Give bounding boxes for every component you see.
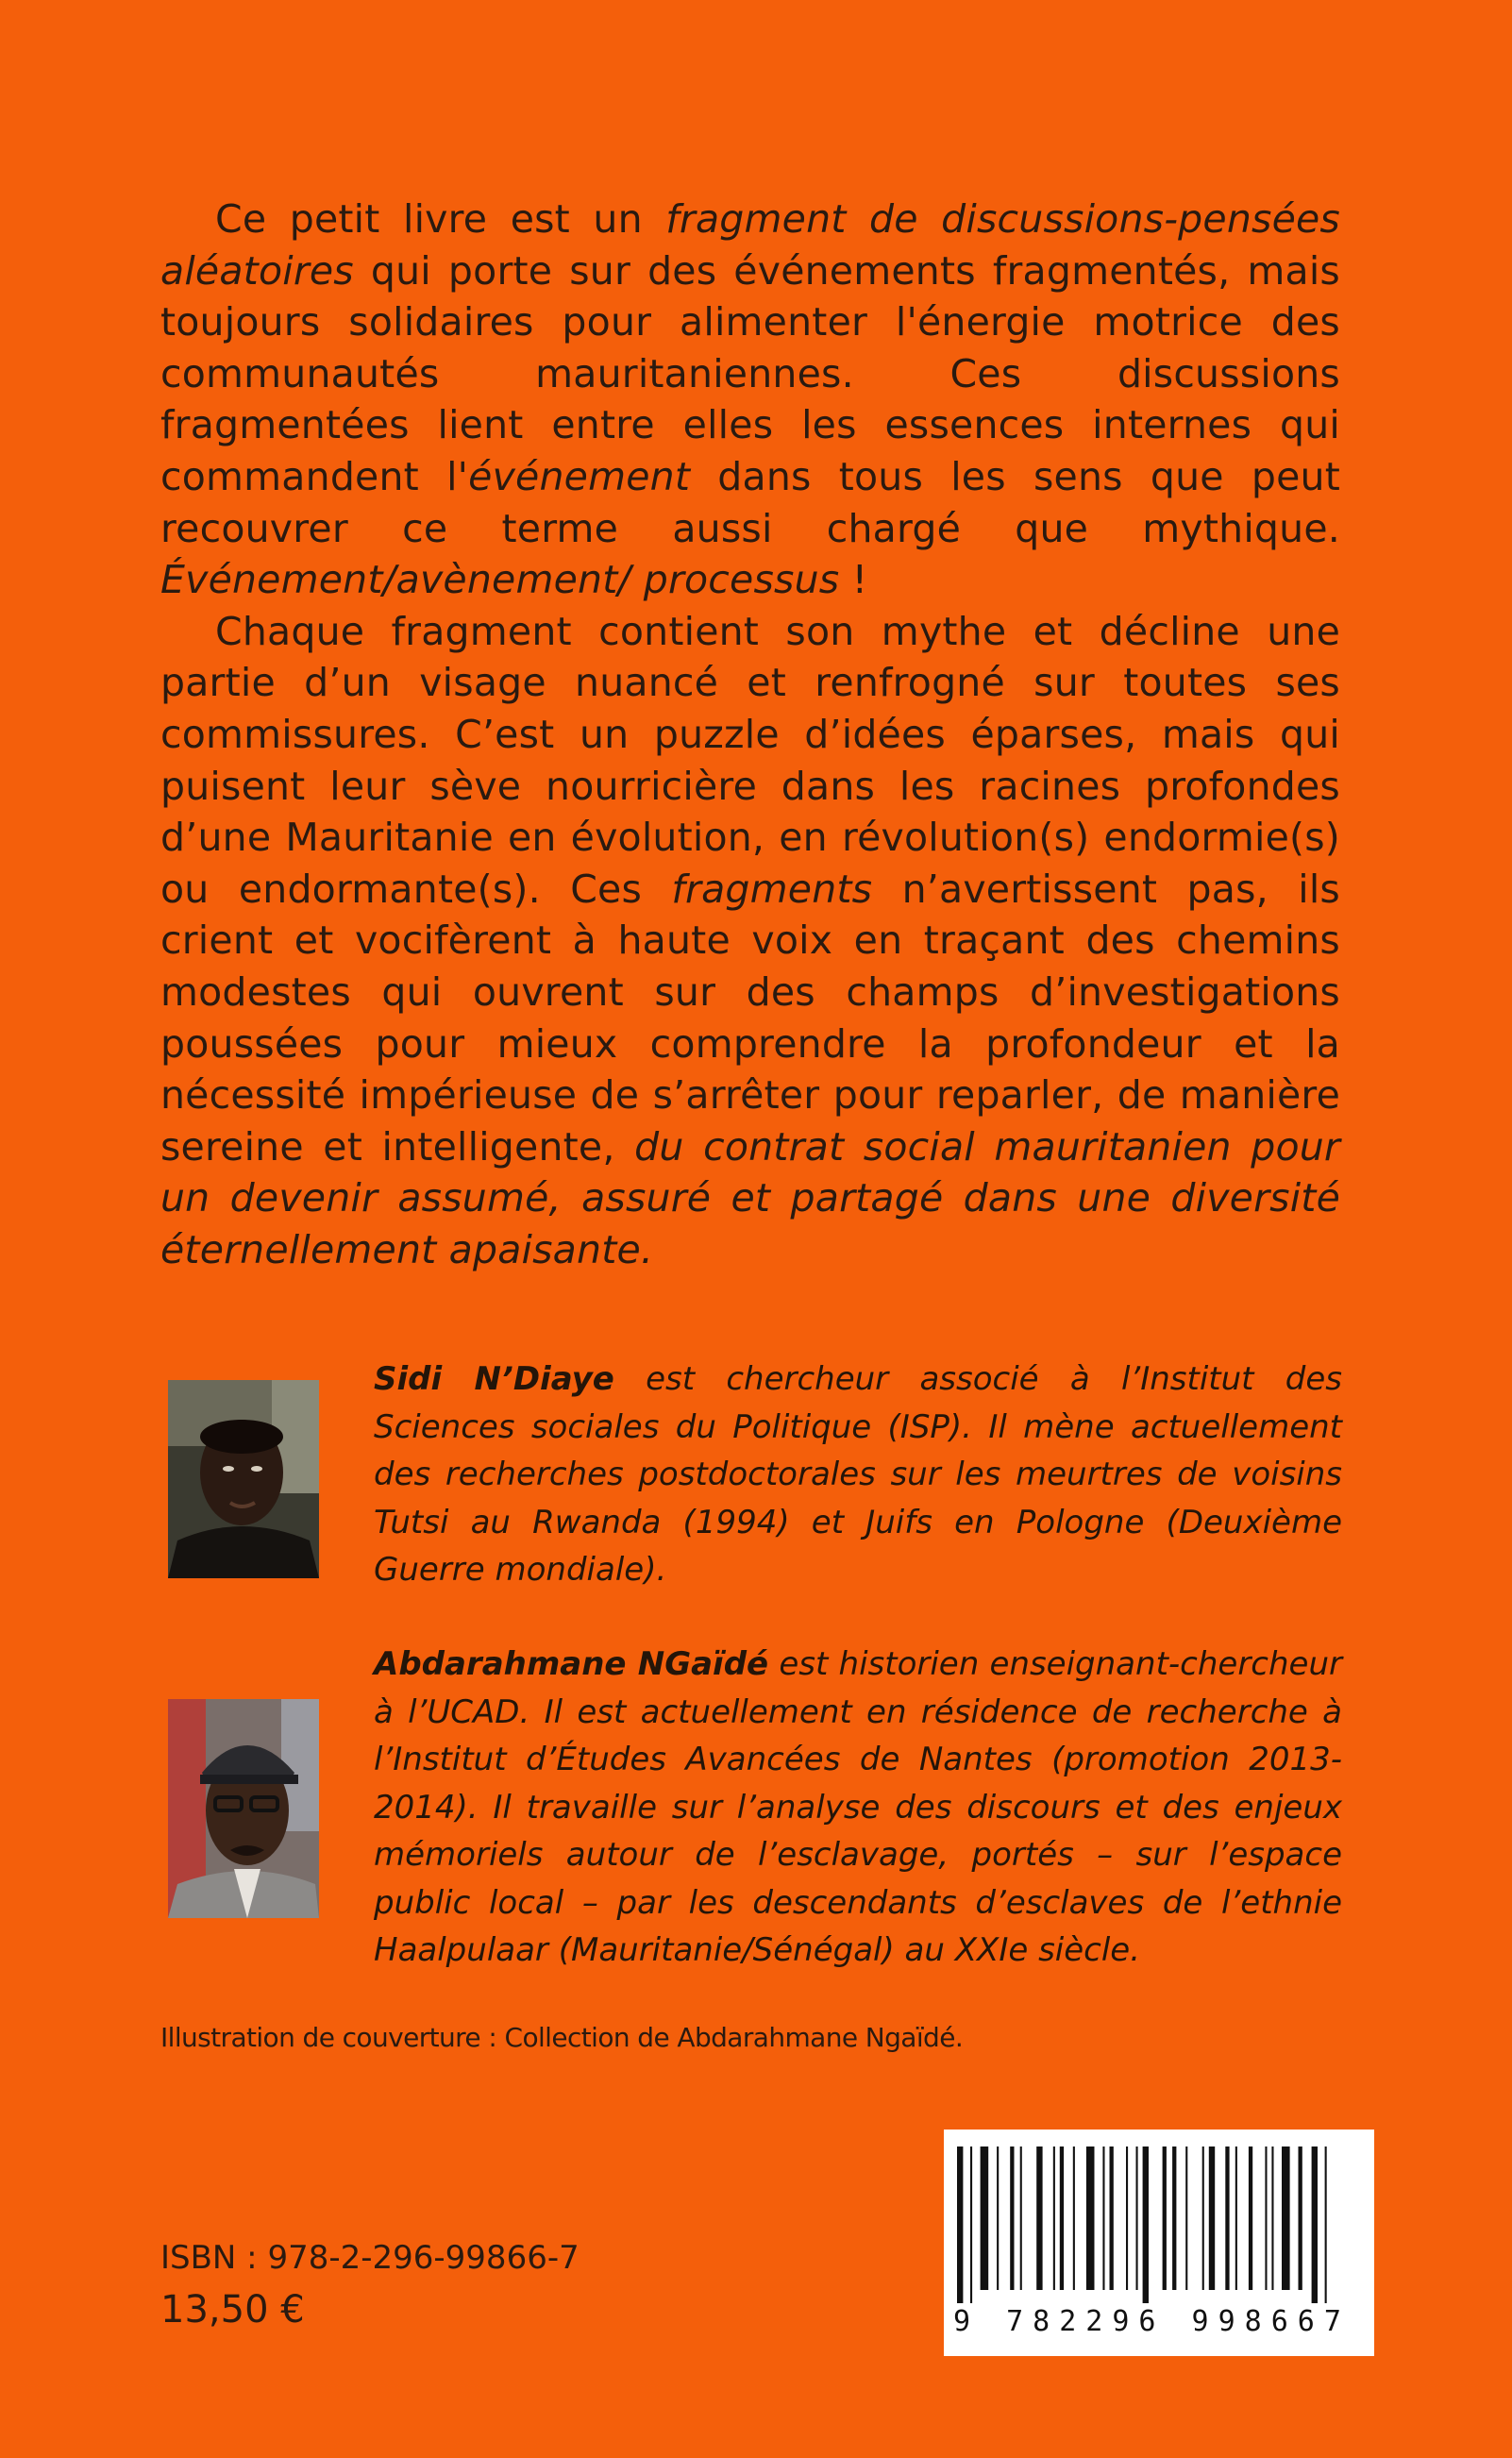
author-photo-1 — [168, 1380, 319, 1578]
author-bio-1 — [374, 1355, 1342, 1594]
barcode-bar — [1126, 2147, 1128, 2290]
barcode-bar — [981, 2147, 989, 2290]
p1-segment-2: qui porte sur des événements fragmentés, mais toujours solidaires pour alimenter l'énergie motrice des communautés mauritaniennes. Ces discussions fragmentées lient entre elles les essences internes qui commandent l' — [160, 247, 1340, 499]
barcode-bars — [944, 2130, 1374, 2309]
barcode-bar — [1299, 2147, 1302, 2290]
barcode-bar — [1202, 2147, 1204, 2290]
barcode-digits: 9 782296 998667 — [953, 2305, 1351, 2338]
barcode-bar — [1136, 2147, 1138, 2290]
barcode-bar — [957, 2147, 963, 2303]
cover-illustration-credit: Illustration de couverture : Collection de Abdarahmane Ngaïdé. — [160, 2022, 964, 2053]
p1-segment-3: événement — [468, 453, 691, 499]
barcode-bar — [997, 2147, 999, 2290]
author-name-2: Abdarahmane NGaïdé — [374, 1645, 769, 1683]
barcode-bar — [1282, 2147, 1290, 2290]
price: 13,50 € — [160, 2288, 305, 2332]
author-bio-text-1: est chercheur associé à l’Institut des Sciences sociales du Politique (ISP). Il mène actuellement des recherches postdoctorales sur les meurtres de voisins Tutsi au Rwanda (1994) et Juifs en Pologne (Deuxième Guerre mondiale). — [374, 1360, 1342, 1589]
barcode-bar — [1172, 2147, 1176, 2290]
barcode-bar — [1010, 2147, 1014, 2290]
p2-segment-3: du contrat social mauritanien pour un devenir assumé, assuré et partagé dans une diversité éternellement apaisante. — [160, 1123, 1340, 1272]
barcode-bar — [1325, 2147, 1327, 2303]
p2-segment-1: fragments — [671, 866, 873, 912]
blurb-paragraph-2 — [160, 606, 1340, 1276]
author-block-1 — [168, 1355, 1342, 1601]
barcode-bar — [1271, 2147, 1273, 2290]
barcode-bar — [1265, 2147, 1267, 2290]
p2-segment-0: Chaque fragment contient son mythe et décline une partie d’un visage nuancé et renfrogné sur toutes ses commissures. C’est un puzzle d’idées éparses, mais qui puisent leur sève nourricière dans les racines profondes d’une Mauritanie en évolution, en révolution(s) endormie(s) ou endormante(s). Ces — [160, 608, 1340, 912]
barcode-bar — [1110, 2147, 1114, 2290]
barcode-bar — [1102, 2147, 1104, 2290]
author-name-1: Sidi N’Diaye — [374, 1360, 614, 1398]
barcode-bar — [1225, 2147, 1229, 2290]
author-photo-2 — [168, 1699, 319, 1918]
blurb-paragraph-1 — [160, 194, 1340, 606]
p1-segment-1: fragment de discussions-pensées aléatoires — [160, 196, 1340, 294]
author-block-2 — [168, 1641, 1342, 1980]
p1-segment-5: Événement/avènement/ processus — [160, 557, 840, 603]
barcode-bar — [1185, 2147, 1187, 2290]
p1-segment-0: Ce petit livre est un — [215, 196, 666, 242]
barcode-bar — [1143, 2147, 1149, 2303]
isbn: ISBN : 978-2-296-99866-7 — [160, 2239, 580, 2277]
barcode-bar — [1073, 2147, 1075, 2290]
barcode-bar — [1036, 2147, 1042, 2290]
barcode-bar — [1163, 2147, 1167, 2290]
barcode-bar — [1086, 2147, 1095, 2290]
barcode-bar — [1209, 2147, 1215, 2290]
blurb — [160, 194, 1340, 1275]
barcode-bar — [970, 2147, 972, 2303]
barcode-bar — [1312, 2147, 1318, 2303]
p1-segment-4: dans tous les sens que peut recouvrer ce terme aussi chargé que mythique. — [160, 453, 1340, 551]
p2-segment-2: n’avertissent pas, ils crient et vocifèrent à haute voix en traçant des chemins modestes qui ouvrent sur des champs d’investigations poussées pour mieux comprendre la profondeur et la nécessité impérieuse de s’arrêter pour reparler, de manière sereine et intelligente, — [160, 866, 1340, 1170]
p1-segment-6: ! — [839, 557, 868, 603]
author-bio-text-2: est historien enseignant-chercheur à l’UCAD. Il est actuellement en résidence de recherche à l’Institut d’Études Avancées de Nantes (promotion 2013-2014). Il travaille sur l’analyse des discours et des enjeux mémoriels autour de l’esclavage, portés – sur l’espace public local – par les descendants d’esclaves de l’ethnie Haalpulaar (Mauritanie/Sénégal) au XXIe siècle. — [374, 1645, 1342, 1969]
barcode-bar — [1235, 2147, 1237, 2290]
author-bio-2 — [374, 1641, 1342, 1975]
barcode-bar — [1060, 2147, 1064, 2290]
barcode-bar — [1053, 2147, 1055, 2290]
barcode-bar — [1249, 2147, 1252, 2290]
barcode-bar — [1020, 2147, 1022, 2290]
barcode — [944, 2130, 1374, 2356]
